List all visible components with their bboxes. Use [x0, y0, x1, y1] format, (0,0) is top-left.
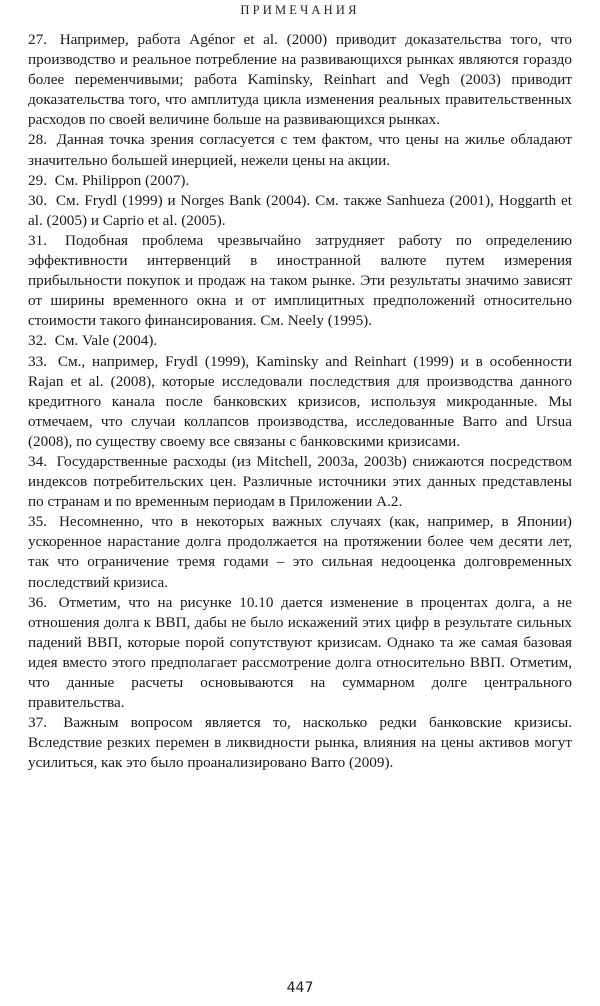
note-28: [28, 130, 572, 170]
note-text: Важным вопросом является то, насколько редки банковские кризисы. Вследствие резких перемен в ликвидности рынка, влияния на цены активов могут усилиться, как это было проанализировано Barro (2009).: [28, 714, 573, 772]
note-number: 28.: [28, 131, 47, 149]
note-32: [28, 331, 572, 351]
note-34: [28, 452, 572, 512]
note-33: [28, 352, 572, 452]
note-number: 33.: [28, 352, 47, 370]
note-text: Например, работа Agénor et al. (2000) приводит доказательства того, что производство и реальное потребление на развивающихся рынках являются гораздо более переменчивыми; работа Kaminsky, Reinhart and Vegh (2003) приводит доказательства того, что амплитуда цикла изменения реальных правительственных расходов по своей величине больше на развивающихся рынках.: [28, 31, 572, 129]
note-text: Отметим, что на рисунке 10.10 дается изменение в процентах долга, а не отношения долга к ВВП, дабы не было искажений этих цифр в результате сильных падений ВВП, которые порой сопутствуют кризисам. Однако та же самая базовая идея вместо этого предполагает рассмотрение долга относительно ВВП. Отметим, что данные расчеты основываются на суммарном долге центрального правительства.: [28, 593, 573, 712]
note-number: 31.: [28, 231, 47, 249]
note-text: См. Philippon (2007).: [54, 171, 190, 189]
page-number: 447: [286, 980, 314, 996]
note-text: См. Vale (2004).: [54, 332, 158, 350]
note-37: [28, 713, 572, 773]
running-head: ПРИМЕЧАНИЯ: [240, 3, 360, 17]
note-31: [28, 231, 572, 331]
note-text: Подобная проблема чрезвычайно затрудняет работу по определению эффективности интервенций в иностранной валюте путем измерения прибыльности покупок и продаж на таком рынке. Эти результаты значимо зависят от ширины временного окна и от имплицитных предположений относительно стоимости такого финансирования. См. Neely (1995).: [28, 231, 573, 330]
note-text: Данная точка зрения согласуется с тем фактом, что цены на жилье обладают значительно большей инерцией, нежели цены на акции.: [28, 131, 573, 169]
note-number: 35.: [28, 513, 47, 531]
note-30: [28, 191, 572, 231]
note-text: См., например, Frydl (1999), Kaminsky and Reinhart (1999) и в особенности Rajan et al. (2008), которые исследовали последствия для производства данного кредитного канала после банковских кризисов, используя микроданные. Мы отмечаем, что случаи коллапсов производства, исследованные Barro and Ursua (2008), по существу своему все связаны с банковскими кризисами.: [28, 352, 572, 450]
notes-list: [28, 30, 572, 773]
note-36: [28, 593, 572, 714]
note-29: [28, 171, 572, 191]
note-number: 34.: [28, 452, 47, 470]
note-number: 36.: [28, 593, 47, 611]
note-text: Несомненно, что в некоторых важных случаях (как, например, в Японии) ускоренное нарастание долга продолжается на протяжении более чем десяти лет, так что ограничение тремя годами – это сильная недооценка долговременных последствий кризиса.: [28, 513, 572, 591]
note-number: 37.: [28, 714, 47, 732]
note-number: 29.: [28, 171, 47, 189]
note-text: Государственные расходы (из Mitchell, 2003a, 2003b) снижаются посредством индексов потребительских цен. Различные источники этих данных представлены по странам и по временным периодам в Приложении А.2.: [28, 452, 572, 511]
note-35: [28, 512, 572, 592]
note-number: 32.: [28, 332, 47, 350]
note-text: См. Frydl (1999) и Norges Bank (2004). См. также Sanhueza (2001), Hoggarth et al. (2005) и Caprio et al. (2005).: [28, 191, 572, 229]
note-number: 27.: [28, 31, 47, 48]
note-number: 30.: [28, 191, 47, 209]
note-27: [28, 30, 572, 130]
